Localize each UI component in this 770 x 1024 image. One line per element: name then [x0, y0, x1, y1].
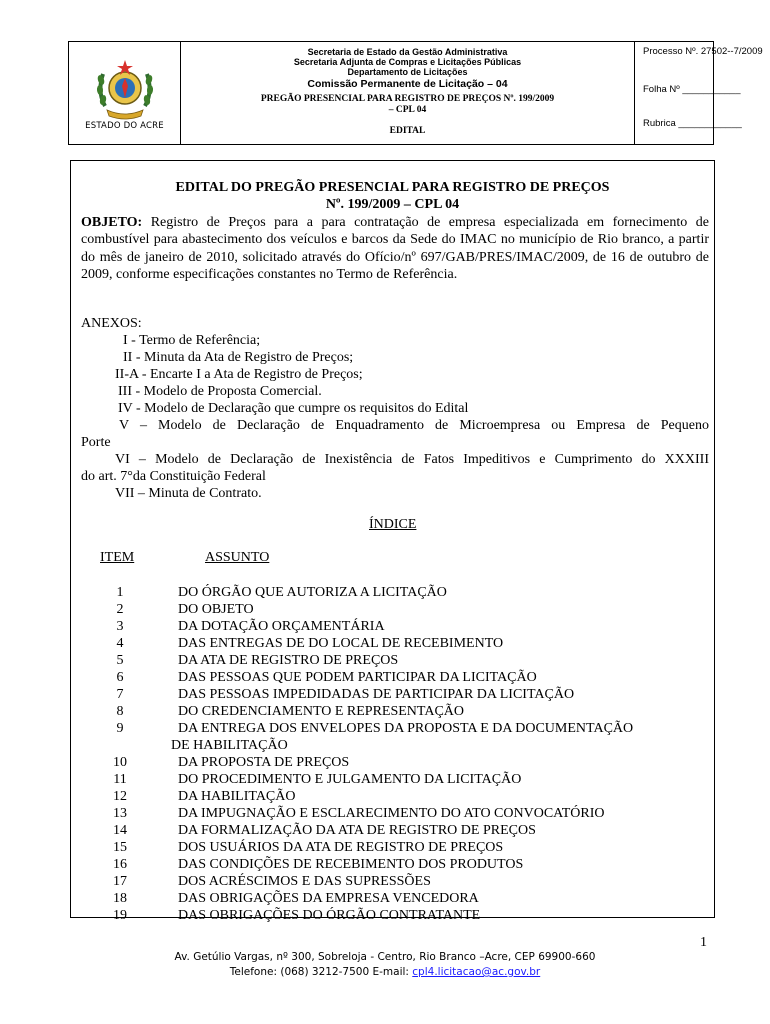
index-item-title: DAS ENTREGAS DE DO LOCAL DE RECEBIMENTO	[178, 636, 504, 651]
header-table	[68, 41, 763, 145]
anexo-item: VI – Modelo de Declaração de Inexistência de Fatos Impeditivos e Cumprimento do XXXIII	[115, 452, 709, 467]
index-item-title: DO PROCEDIMENTO E JULGAMENTO DA LICITAÇÃO	[178, 772, 522, 787]
anexo-item: IV - Modelo de Declaração que cumpre os requisitos do Edital	[118, 401, 469, 416]
anexo-item: I - Termo de Referência;	[123, 333, 261, 348]
index-item-title: DA HABILITAÇÃO	[178, 789, 296, 804]
header-pregao-line1: PREGÃO PRESENCIAL PARA REGISTRO DE PREÇOS Nº. 199/2009	[260, 94, 555, 104]
anexo-item: II-A - Encarte I a Ata de Registro de Preços;	[115, 367, 363, 382]
index-item-number: 8	[116, 704, 124, 719]
edital-number: Nº. 199/2009 – CPL 04	[325, 197, 460, 212]
footer-address: Av. Getúlio Vargas, nº 300, Sobreloja - Centro, Rio Branco –Acre, CEP 69900-660	[174, 951, 596, 963]
objeto-label: OBJETO:	[81, 215, 143, 230]
index-item-title: DA ATA DE REGISTRO DE PREÇOS	[178, 653, 399, 668]
anexo-item-continuation: Porte	[81, 435, 111, 450]
header-line-departamento: Departamento de Licitações	[347, 67, 468, 77]
index-item-number: 4	[116, 636, 124, 651]
index-item-number: 12	[113, 789, 127, 804]
objeto-paragraph	[81, 214, 709, 283]
index-item-number: 9	[116, 721, 124, 736]
footer-phone: Telefone: (068) 3212-7500 E-mail:	[229, 966, 413, 978]
page-number: 1	[700, 935, 707, 950]
index-item-title-continuation: DE HABILITAÇÃO	[171, 738, 288, 753]
header-process-cell	[635, 42, 763, 144]
objeto-text: Registro de Preços para a para contratação de empresa especializada em fornecimento de combustível para abastecimento dos veículos e barcos da Sede do IMAC no município de Rio branco, a partir do mês de janeiro de 2010, solicitado através do Ofício/nº 697/GAB/PRES/IMAC/2009, de 16 de outubro de 2009, conforme especificações constantes no Termo de Referência.	[81, 215, 709, 282]
anexo-item: III - Modelo de Proposta Comercial.	[118, 384, 322, 399]
index-item-number: 13	[113, 806, 127, 821]
column-header-item: ITEM	[100, 550, 135, 565]
index-item-title: DAS PESSOAS IMPEDIDADAS DE PARTICIPAR DA LICITAÇÃO	[178, 687, 575, 702]
footer-email-link[interactable]: cpl4.licitacao@ac.gov.br	[412, 966, 541, 978]
index-item-number: 1	[116, 585, 124, 600]
index-item-title: DAS PESSOAS QUE PODEM PARTICIPAR DA LICITAÇÃO	[178, 670, 537, 685]
index-item-title: DO ÓRGÃO QUE AUTORIZA A LICITAÇÃO	[178, 585, 447, 600]
state-seal-icon	[95, 56, 155, 122]
header-commission: Comissão Permanente de Licitação – 04	[307, 78, 508, 90]
index-item-number: 14	[113, 823, 127, 838]
process-number: Processo Nº. 27502--7/2009	[643, 46, 763, 57]
edital-title: EDITAL DO PREGÃO PRESENCIAL PARA REGISTRO DE PREÇOS	[175, 180, 610, 195]
index-item-title: DAS OBRIGAÇÕES DO ÓRGÃO CONTRATANTE	[178, 908, 481, 923]
index-item-title: DA ENTREGA DOS ENVELOPES DA PROPOSTA E DA DOCUMENTAÇÃO	[178, 721, 634, 736]
index-item-title: DO CREDENCIAMENTO E REPRESENTAÇÃO	[178, 704, 465, 719]
rubrica-field: Rubrica ____________	[643, 118, 742, 129]
index-item-number: 15	[113, 840, 127, 855]
index-item-title: DAS OBRIGAÇÕES DA EMPRESA VENCEDORA	[178, 891, 479, 906]
index-item-title: DOS ACRÉSCIMOS E DAS SUPRESSÕES	[178, 874, 431, 889]
header-edital-label: EDITAL	[389, 126, 426, 136]
anexos-label: ANEXOS:	[81, 316, 142, 331]
column-header-assunto: ASSUNTO	[205, 550, 270, 565]
index-item-title: DO OBJETO	[178, 602, 254, 617]
index-item-title: DA IMPUGNAÇÃO E ESCLARECIMENTO DO ATO CONVOCATÓRIO	[178, 806, 605, 821]
index-item-number: 3	[116, 619, 124, 634]
indice-heading: ÍNDICE	[369, 517, 417, 532]
index-item-number: 5	[116, 653, 124, 668]
anexo-item: V – Modelo de Declaração de Enquadramento de Microempresa ou Empresa de Pequeno	[119, 418, 709, 433]
index-item-number: 11	[113, 772, 127, 787]
index-item-number: 2	[116, 602, 124, 617]
header-line-secretaria-adjunta: Secretaria Adjunta de Compras e Licitações Públicas	[293, 57, 522, 67]
index-item-number: 19	[113, 908, 127, 923]
edital-content-frame	[70, 160, 715, 923]
folha-field: Folha Nº ___________	[643, 84, 741, 95]
index-item-title: DA PROPOSTA DE PREÇOS	[178, 755, 350, 770]
header-line-secretaria: Secretaria de Estado da Gestão Administrativa	[307, 47, 508, 57]
index-item-number: 6	[116, 670, 124, 685]
index-item-number: 10	[113, 755, 127, 770]
header-pregao-line2: – CPL 04	[388, 105, 427, 115]
footer-contact	[0, 966, 770, 978]
anexo-item: VII – Minuta de Contrato.	[115, 486, 262, 501]
anexo-item: II - Minuta da Ata de Registro de Preços;	[123, 350, 354, 365]
index-item-title: DA DOTAÇÃO ORÇAMENTÁRIA	[178, 619, 385, 634]
index-item-number: 7	[116, 687, 124, 702]
index-item-number: 16	[113, 857, 127, 872]
header-logo-cell	[69, 42, 181, 144]
header-title-cell	[181, 42, 635, 144]
anexo-item-continuation: do art. 7°da Constituição Federal	[81, 469, 266, 484]
state-name: ESTADO DO ACRE	[85, 121, 164, 131]
index-item-number: 18	[113, 891, 127, 906]
index-item-number: 17	[113, 874, 127, 889]
index-item-title: DOS USUÁRIOS DA ATA DE REGISTRO DE PREÇOS	[178, 840, 504, 855]
index-item-title: DAS CONDIÇÕES DE RECEBIMENTO DOS PRODUTOS	[178, 857, 524, 872]
index-item-title: DA FORMALIZAÇÃO DA ATA DE REGISTRO DE PREÇOS	[178, 823, 536, 838]
